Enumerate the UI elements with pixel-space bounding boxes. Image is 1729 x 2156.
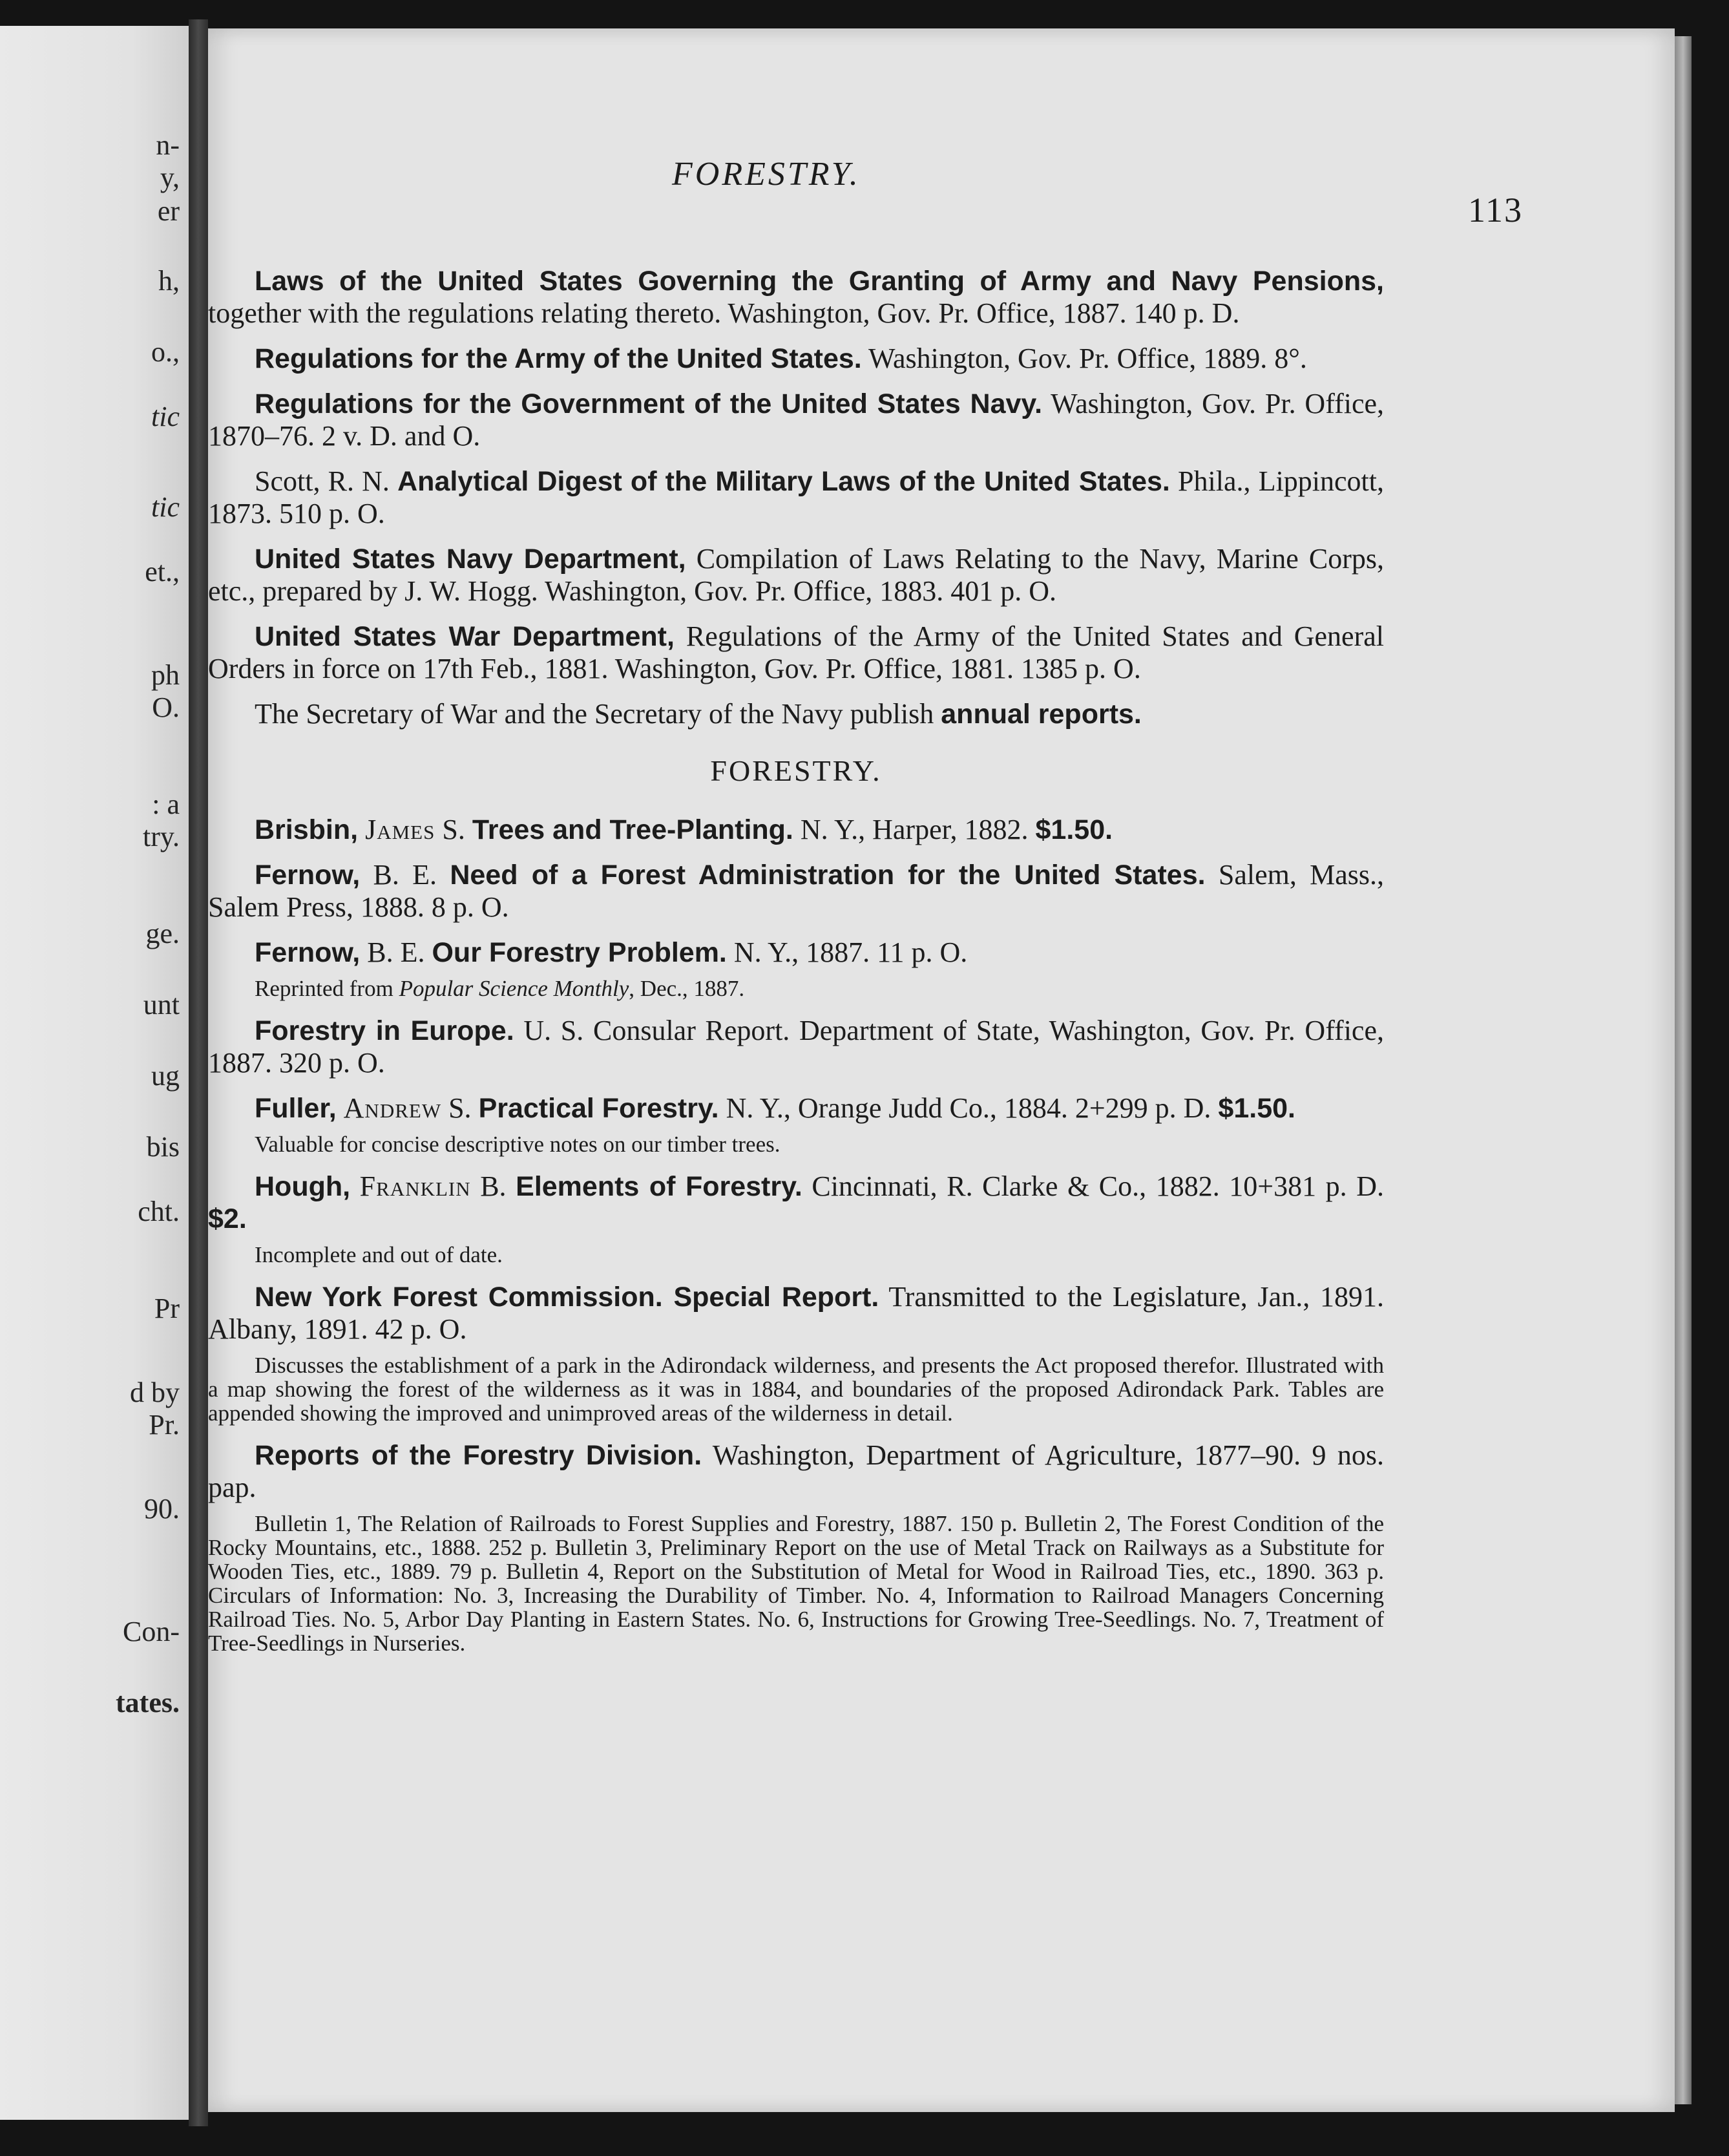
- entry-author-initial: B. E.: [367, 936, 425, 968]
- forestry-bibliography: [208, 814, 1384, 1655]
- bibliography-entry: [208, 1015, 1384, 1079]
- entry-title: Analytical Digest of the Military Laws of the United States.: [397, 466, 1170, 497]
- previous-page-text-fragment: cht.: [138, 1196, 180, 1227]
- entry-title: Regulations for the Army of the United States.: [255, 343, 862, 374]
- entry-price: $2.: [208, 1203, 247, 1234]
- bibliography-entry: [208, 543, 1384, 608]
- bibliography-entry: [208, 343, 1384, 375]
- entry-author: Scott, R. N.: [255, 465, 398, 497]
- section-title: FORESTRY.: [710, 754, 882, 787]
- entry-imprint: Salem, Mass., Salem Press, 1888. 8 p. O.: [208, 859, 1385, 923]
- entry-author: Fernow,: [255, 860, 361, 891]
- entry-title: New York Forest Commission. Special Report.: [255, 1282, 879, 1313]
- entry-price: $1.50.: [1218, 1093, 1295, 1124]
- entry-annotation: Bulletin 1, The Relation of Railroads to Forest Supplies and Forestry, 1887. 150 p. Bulletin 2, The Forest Condition of the Rocky Mountains, etc., 1888. 252 p. Bulletin 3, Preliminary Report on the use of Metal Track on Railways as a Substitute for Wooden Ties, etc., 1889. 79 p. Bulletin 4, Report on the Substitution of Metal for Wood in Railroad Ties, etc., 1890. 363 p. Circulars of Information: No. 3, Increasing the Durability of Timber. No. 4, Information to Railroad Managers Concerning Railroad Ties. No. 5, Arbor Day Planting in Eastern States. No. 6, Instructions for Growing Tree-Seedlings. No. 7, Treatment of Tree-Seedlings in Nurseries.: [208, 1511, 1384, 1656]
- entry-title: Laws of the United States Governing the Granting of Army and Navy Pensions,: [255, 266, 1384, 297]
- entry-imprint: U. S. Consular Report. Department of State, Washington, Gov. Pr. Office, 1887. 320 p. O.: [208, 1015, 1384, 1079]
- entry-imprint: N. Y., Harper, 1882.: [793, 814, 1036, 845]
- entry-author-given: Andrew: [343, 1092, 442, 1124]
- previous-page-text-fragment: Pr.: [149, 1409, 180, 1441]
- closing-note-text: The Secretary of War and the Secretary of the Navy publish: [255, 698, 941, 730]
- previous-page-text-fragment: Pr: [154, 1293, 180, 1324]
- entry-title: Elements of Forestry.: [516, 1171, 802, 1202]
- entry-title: Regulations for the Government of the United States Navy.: [255, 388, 1043, 419]
- previous-page-text-fragment: d by: [130, 1377, 180, 1408]
- bibliography-entry: [208, 1170, 1384, 1235]
- entry-imprint: Washington, Department of Agriculture, 1877–90. 9 nos. pap.: [208, 1439, 1384, 1503]
- bibliography-entry: [208, 1092, 1384, 1125]
- previous-page-text-fragment: : a: [152, 788, 180, 820]
- entry-imprint: Washington, Gov. Pr. Office, 1889. 8°.: [861, 343, 1307, 374]
- bibliography-entry: [208, 620, 1384, 685]
- entry-title: Reports of the Forestry Division.: [255, 1440, 702, 1471]
- previous-page-text-fragment: h,: [158, 265, 180, 297]
- entry-author-given: Franklin: [359, 1170, 471, 1202]
- bibliography-entry: [208, 859, 1384, 924]
- entry-author-initial: S.: [442, 814, 465, 845]
- entry-author-initial: B. E.: [373, 859, 437, 891]
- running-head: FORESTRY.: [672, 156, 861, 193]
- military-bibliography: [208, 265, 1384, 685]
- bibliography-entry: [208, 1439, 1384, 1504]
- closing-note: [208, 698, 1384, 730]
- bibliography-entry: [208, 388, 1384, 452]
- entry-annotation: Discusses the establishment of a park in the Adirondack wilderness, and presents the Act proposed therefor. Illustrated with a map showing the forest of the wilderness as it was in 1884, and boundaries of the proposed Adirondack Park. Tables are appended showing the improved and unimproved areas of the wilderness in detail.: [208, 1353, 1384, 1426]
- bibliography-entry: [208, 1281, 1384, 1346]
- bibliography-entry: [208, 936, 1384, 969]
- entry-annotation: [208, 977, 1384, 1000]
- annotation-text: Reprinted from: [255, 976, 399, 1001]
- page-content: [208, 265, 1384, 1669]
- page-edge-shadow: [1675, 36, 1692, 2104]
- previous-page-text-fragment: ge.: [145, 918, 180, 949]
- bibliography-entry: [208, 465, 1384, 530]
- entry-author-initial: B.: [480, 1170, 507, 1202]
- entry-price: $1.50.: [1035, 814, 1113, 845]
- previous-page-text-fragment: n-: [156, 129, 180, 161]
- entry-title: Trees and Tree-Planting.: [472, 814, 793, 845]
- previous-page-text-fragment: et.,: [145, 556, 180, 587]
- previous-page-text-fragment: ug: [151, 1060, 180, 1092]
- previous-page-text-fragment: O.: [152, 692, 180, 723]
- entry-imprint: N. Y., 1887. 11 p. O.: [726, 936, 968, 968]
- annotation-periodical: Popular Science Monthly: [399, 976, 629, 1001]
- entry-title: Forestry in Europe.: [255, 1015, 514, 1046]
- entry-annotation: Incomplete and out of date.: [255, 1242, 503, 1267]
- entry-imprint: Regulations of the Army of the United States and General Orders in force on 17th Feb., 1881. Washington, Gov. Pr. Office, 1881. 1385 p. O.: [208, 620, 1384, 684]
- previous-page-text-fragment: try.: [142, 821, 180, 852]
- entry-author: Fernow,: [255, 937, 361, 968]
- entry-imprint: Cincinnati, R. Clarke & Co., 1882. 10+381 p. D.: [802, 1170, 1385, 1202]
- previous-page-text-fragment: tates.: [116, 1687, 180, 1718]
- previous-page-text-fragment: y,: [160, 162, 180, 193]
- entry-author: Fuller,: [255, 1093, 337, 1124]
- bibliography-entry: [208, 265, 1384, 330]
- book-gutter: [189, 19, 208, 2126]
- entry-imprint: N. Y., Orange Judd Co., 1884. 2+299 p. D.: [718, 1092, 1219, 1124]
- previous-page-text-fragment: 90.: [144, 1493, 180, 1525]
- entry-author-initial: S.: [448, 1092, 472, 1124]
- entry-author-given: James: [365, 814, 435, 845]
- previous-page-text-fragment: Con-: [123, 1616, 180, 1647]
- entry-title: Our Forestry Problem.: [432, 937, 727, 968]
- previous-page-text-fragment: bis: [146, 1131, 180, 1163]
- previous-page-text-fragment: ph: [151, 659, 180, 691]
- annotation-text: , Dec., 1887.: [629, 976, 745, 1001]
- entry-imprint: Transmitted to the Legislature, Jan., 1891. Albany, 1891. 42 p. O.: [208, 1281, 1385, 1345]
- page-number: 113: [1468, 191, 1523, 229]
- entry-imprint: Washington, Gov. Pr. Office, 1870–76. 2 v. D. and O.: [208, 388, 1384, 452]
- entry-imprint: together with the regulations relating thereto. Washington, Gov. Pr. Office, 1887. 140 p. D.: [208, 297, 1240, 329]
- entry-author: Hough,: [255, 1171, 351, 1202]
- entry-imprint: Phila., Lippincott, 1873. 510 p. O.: [208, 465, 1384, 529]
- entry-imprint: Compilation of Laws Relating to the Navy, Marine Corps, etc., prepared by J. W. Hogg. Washington, Gov. Pr. Office, 1883. 401 p. O.: [208, 543, 1384, 607]
- entry-author: Brisbin,: [255, 814, 359, 845]
- bibliography-entry: [208, 814, 1384, 846]
- entry-title: United States War Department,: [255, 621, 675, 652]
- entry-title: Need of a Forest Administration for the United States.: [450, 860, 1206, 891]
- entry-annotation: Valuable for concise descriptive notes on our timber trees.: [255, 1132, 781, 1157]
- previous-page-edge: [0, 26, 189, 2120]
- previous-page-text-fragment: tic: [151, 401, 180, 432]
- entry-title: United States Navy Department,: [255, 544, 686, 575]
- entry-title: Practical Forestry.: [478, 1093, 719, 1124]
- previous-page-text-fragment: er: [157, 195, 180, 227]
- previous-page-text-fragment: unt: [143, 989, 180, 1020]
- previous-page-text-fragment: tic: [151, 491, 180, 523]
- previous-page-text-fragment: o.,: [151, 336, 180, 368]
- closing-note-emphasis: annual reports.: [941, 699, 1142, 730]
